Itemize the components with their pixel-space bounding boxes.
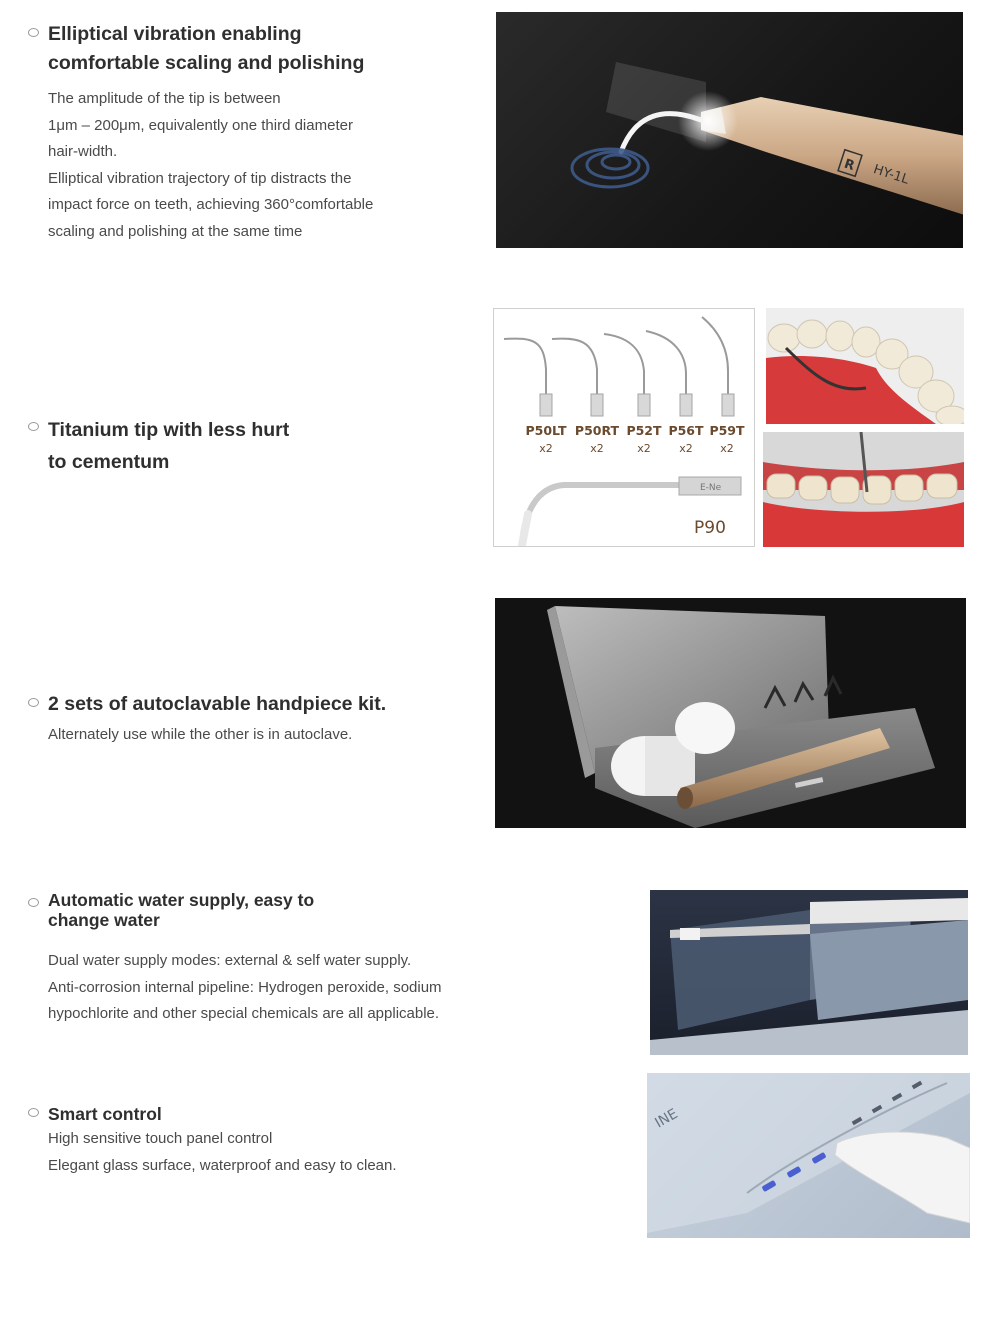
tip-name: P52T [626,423,662,438]
teeth-illustration [763,432,964,547]
body-line: The amplitude of the tip is between [48,90,281,107]
bullet-icon [28,698,39,707]
kit-illustration [495,598,966,828]
body-line: Elliptical vibration trajectory of tip distracts the [48,169,352,187]
touch-panel-image [647,1073,970,1238]
bullet-icon [28,898,39,907]
body-line: Elegant glass surface, waterproof and easy to clean. [48,1156,397,1174]
heading-line: Titanium tip with less hurt [48,419,290,441]
feature-elliptical-vibration [28,20,373,245]
tip-large-label: P90 [694,518,726,538]
handpiece-kit-image [495,598,966,828]
body-line: hypochlorite and other special chemicals are all applicable. [48,1005,440,1022]
bullet-icon [28,1108,39,1117]
tip-name: P56T [668,423,704,438]
bullet-icon [28,28,39,37]
water-tank-image [650,890,968,1055]
body-line: Alternately use while the other is in autoclave. [48,726,353,743]
heading-line: 2 sets of autoclavable handpiece kit. [48,693,387,715]
tip-qty: x2 [539,442,553,455]
tip-name: P59T [709,423,745,438]
handpiece-image [496,12,963,248]
heading-line: Smart control [48,1104,162,1124]
tip-marking: E-Ne [700,483,722,493]
tip-name: P50LT [525,423,567,438]
feature-titanium-tip [28,414,289,478]
tip-qty: x2 [679,442,693,455]
body-line: scaling and polishing at the same time [48,222,303,240]
handpiece-logo: R [842,156,857,175]
body-line: 1μm – 200μm, equivalently one third diameter [48,116,353,134]
heading-line: Elliptical vibration enabling [48,23,302,45]
handpiece-illustration [496,12,963,248]
tip-qty: x2 [590,442,604,455]
feature-body [48,86,373,245]
feature-body [48,722,386,749]
teeth-image-bottom [763,432,964,547]
feature-heading [48,1100,397,1128]
teeth-illustration [766,308,964,424]
feature-body [48,948,442,1028]
tips-image [493,308,755,547]
feature-heading [48,890,442,930]
handpiece-label: HY-1L [871,162,911,188]
tip-qty: x2 [720,442,734,455]
body-line: impact force on teeth, achieving 360°comfortable [48,196,374,213]
feature-heading [48,690,386,719]
heading-line: Automatic water supply, easy to [48,890,315,910]
bullet-icon [28,422,39,431]
touch-panel-illustration [647,1073,970,1238]
feature-body [48,1126,397,1179]
heading-line: to cementum [48,451,170,473]
body-line: High sensitive touch panel control [48,1130,273,1147]
body-line: hair-width. [48,143,118,160]
heading-line: change water [48,910,160,930]
tips-illustration [494,309,755,547]
tip-qty: x2 [637,442,651,455]
feature-heading [48,414,289,478]
heading-line: comfortable scaling and polishing [48,52,365,74]
body-line: Dual water supply modes: external & self water supply. [48,952,412,969]
panel-text: INE [652,1105,681,1132]
feature-smart-control [28,1100,397,1179]
teeth-image-top [766,308,964,424]
feature-water-supply [28,890,442,1028]
feature-heading [48,20,373,78]
tip-name: P50RT [574,423,620,438]
feature-handpiece-kit [28,690,386,749]
water-tank-illustration [650,890,968,1055]
body-line: Anti-corrosion internal pipeline: Hydrogen peroxide, sodium [48,978,442,996]
